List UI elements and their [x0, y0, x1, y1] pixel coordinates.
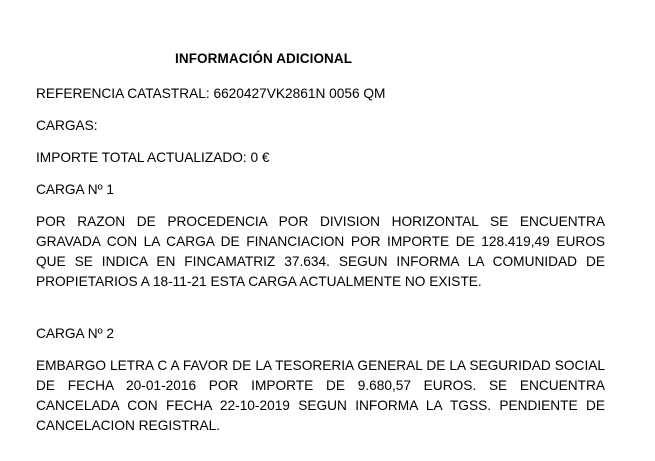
carga-1-text: POR RAZON DE PROCEDENCIA POR DIVISION HORIZONTAL SE ENCUENTRA GRAVADA CON LA CARGA DE FINANCIACION POR IMPORTE DE 128.419,49 EUROS QUE SE INDICA EN FINCAMATRIZ 37.634. SEGUN INFORMA LA COMUNIDAD DE PROPIETARIOS A 18-11-21 ESTA CARGA ACTUALMENTE NO EXISTE.	[36, 214, 605, 289]
cargas-label: CARGAS:	[36, 118, 98, 133]
carga-2-text: EMBARGO LETRA C A FAVOR DE LA TESORERIA GENERAL DE LA SEGURIDAD SOCIAL DE FECHA 20-01-2016 POR IMPORTE DE 9.680,57 EUROS. SE ENCUENTRA CANCELADA CON FECHA 22-10-2019 SEGUN INFORMA LA TGSS. PENDIENTE DE CANCELACION REGISTRAL.	[36, 358, 605, 433]
document-title: INFORMACIÓN ADICIONAL	[175, 51, 353, 66]
importe-total: IMPORTE TOTAL ACTUALIZADO: 0 €	[36, 150, 270, 165]
carga-1-heading: CARGA Nº 1	[36, 182, 115, 197]
referencia-catastral: REFERENCIA CATASTRAL: 6620427VK2861N 0056 QM	[36, 86, 386, 101]
carga-2-heading: CARGA Nº 2	[36, 326, 115, 341]
